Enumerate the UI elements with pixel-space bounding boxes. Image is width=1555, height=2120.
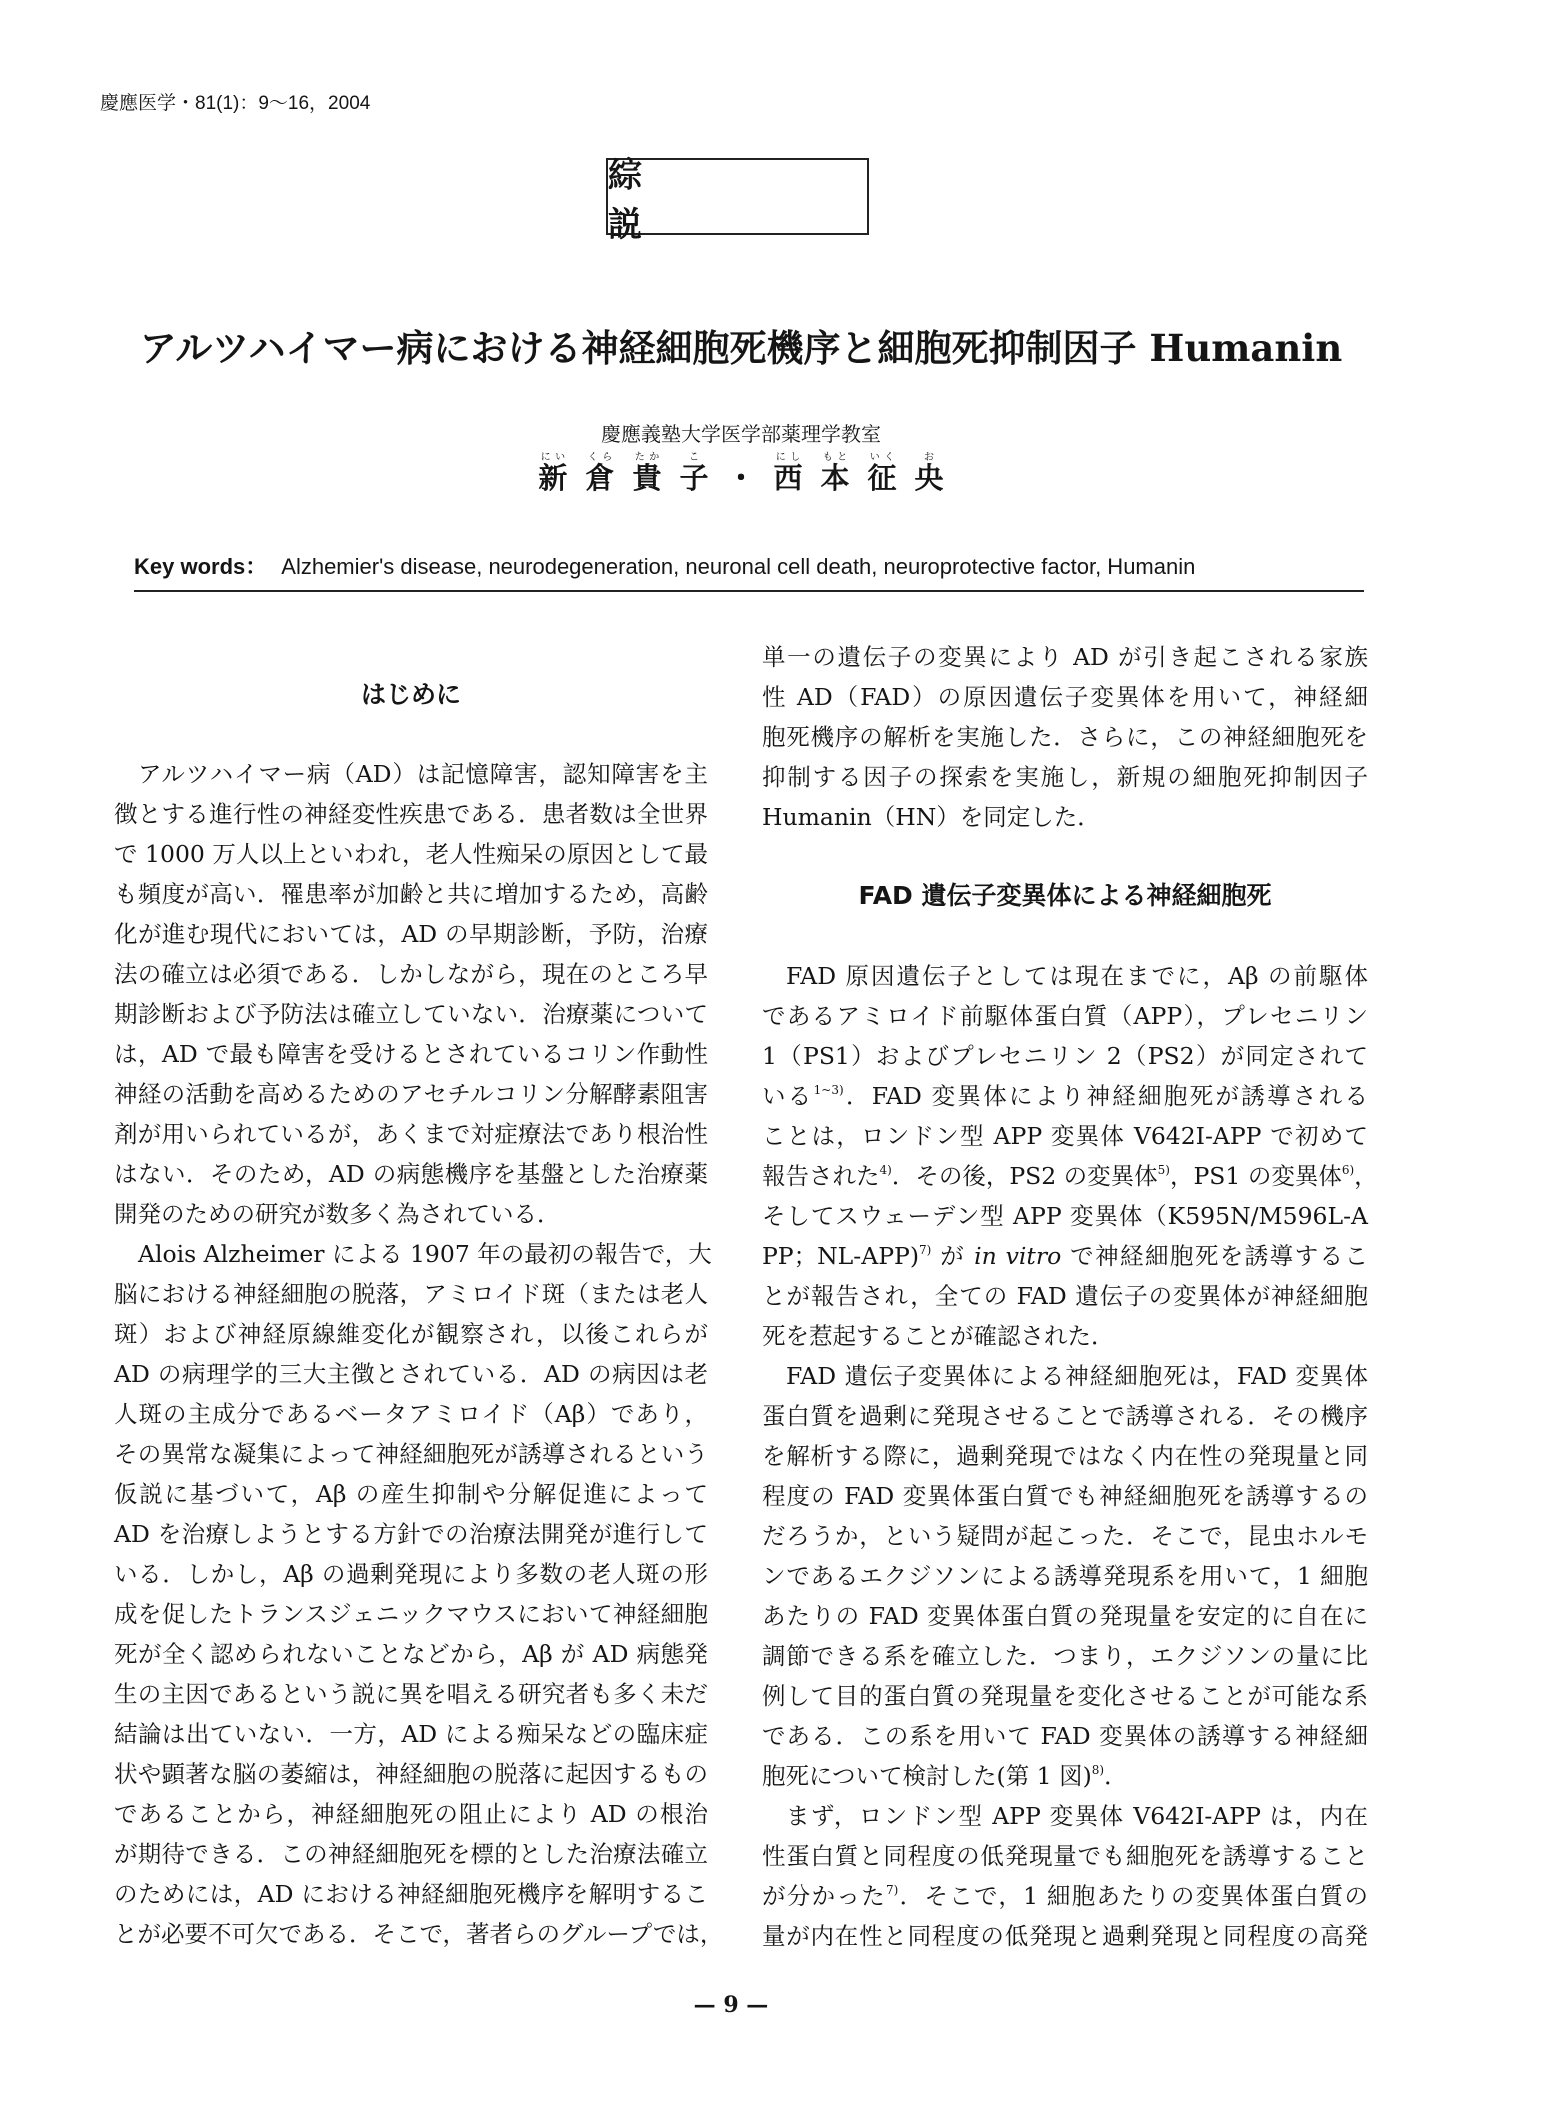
section-heading: はじめに [360, 680, 461, 709]
text-line: のためには，AD における神経細胞死機序を解明するこ [114, 1880, 708, 1908]
text-line: はない．そのため，AD の病態機序を基盤とした治療薬 [114, 1160, 708, 1188]
author-furigana: いく [867, 452, 897, 463]
text-line: ことは，ロンドン型 APP 変異体 V642I-APP で初めて [762, 1122, 1368, 1150]
text-line: まず，ロンドン型 APP 変異体 V642I-APP は，内在 [786, 1802, 1368, 1830]
text-line: であることから，神経細胞死の阻止により AD の根治 [114, 1800, 708, 1828]
text-line: 神経の活動を高めるためのアセチルコリン分解酵素阻害 [114, 1080, 708, 1108]
text-line: AD を治療しようとする方針での治療法開発が進行して [114, 1520, 708, 1548]
text-segment: ．そこで，1 細胞あたりの変異体蛋白質の [898, 1882, 1369, 1910]
text-line: 化が進む現代においては，AD の早期診断，予防，治療 [114, 920, 708, 948]
author-char [679, 452, 709, 495]
text-line: だろうか，という疑問が起こった．そこで，昆虫ホルモ [762, 1522, 1368, 1550]
text-line: であるアミロイド前駆体蛋白質（APP），プレセニリン [762, 1002, 1368, 1030]
text-line: 性 AD（FAD）の原因遺伝子変異体を用いて，神経細 [762, 683, 1368, 711]
spacer [762, 837, 1368, 876]
authors [0, 452, 1482, 497]
text-line: アルツハイマー病（AD）は記憶障害，認知障害を主 [138, 760, 708, 788]
author-kanji: 新 [538, 461, 568, 495]
citation-superscript: 1~3) [813, 1083, 844, 1097]
text-segment: PP；NL-APP) [762, 1242, 919, 1270]
text-line: 調節できる系を確立した．つまり，エクジソンの量に比 [762, 1642, 1368, 1670]
text-line: その異常な凝集によって神経細胞死が誘導されるという [114, 1440, 708, 1468]
citation-superscript: 5) [1157, 1163, 1170, 1177]
author-char [820, 452, 850, 495]
text-line: いる．しかし，Aβ の過剰発現により多数の老人斑の形 [114, 1560, 708, 1588]
text-segment: が [931, 1242, 975, 1270]
text-line: とが報告され，全ての FAD 遺伝子の変異体が神経細胞 [762, 1282, 1368, 1310]
text-segment: が分かった [762, 1882, 887, 1910]
header-rule [134, 590, 1364, 592]
author-kanji: 征 [867, 461, 897, 495]
text-line: 徴とする進行性の神経変性疾患である．患者数は全世界 [114, 800, 708, 828]
text-segment: で神経細胞死を誘導するこ [1061, 1242, 1368, 1270]
paragraph [762, 956, 1378, 1356]
spacer [762, 916, 1368, 956]
title-ja: アルツハイマー病における神経細胞死機序と細胞死抑制因子 [139, 327, 1137, 370]
text-line: である．この系を用いて FAD 変異体の誘導する神経細 [762, 1722, 1368, 1750]
text-line: 例して目的蛋白質の発現量を変化させることが可能な系 [762, 1682, 1368, 1710]
text-line: 1（PS1）およびプレセニリン 2（PS2）が同定されて [762, 1042, 1368, 1070]
text-segment: ， [1354, 1162, 1378, 1190]
spacer [114, 715, 708, 754]
text-segment: ，PS1 の変異体 [1170, 1162, 1342, 1190]
text-line: Alois Alzheimer による 1907 年の最初の報告で，大 [138, 1240, 712, 1268]
citation-superscript: 7) [886, 1883, 899, 1897]
text-line: 成を促したトランスジェニックマウスにおいて神経細胞 [114, 1600, 708, 1628]
author-kanji: 倉 [585, 461, 615, 495]
author-char [867, 452, 897, 495]
affiliation: 慶應義塾大学医学部薬理学教室 [601, 422, 881, 446]
section-heading: FAD 遺伝子変異体による神経細胞死 [858, 881, 1272, 910]
author-char [585, 452, 615, 495]
citation-superscript: 8) [1091, 1763, 1105, 1777]
author-furigana: くら [585, 452, 615, 463]
text-line: を解析する際に，過剰発現ではなく内在性の発現量と同 [762, 1442, 1368, 1470]
journal-citation: 慶應医学・81(1)：9〜16，2004 [100, 93, 371, 114]
author-kanji: 西 [773, 461, 803, 495]
text-line: 状や顕著な脳の萎縮は，神経細胞の脱落に起因するもの [114, 1760, 708, 1788]
text-line: で 1000 万人以上といわれ，老人性痴呆の原因として最 [114, 840, 708, 868]
author-char [773, 452, 803, 495]
text-line: Humanin（HN）を同定した． [762, 803, 1101, 831]
text-line: 死が全く認められないことなどから，Aβ が AD 病態発 [114, 1640, 708, 1668]
text-line: あたりの FAD 変異体蛋白質の発現量を安定的に自在に [762, 1602, 1368, 1630]
text-segment: 報告された [762, 1162, 880, 1190]
text-segment: ．その後，PS2 の変異体 [891, 1162, 1158, 1190]
text-line: 仮説に基づいて，Aβ の産生抑制や分解促進によって [114, 1480, 708, 1508]
author-furigana: にし [773, 452, 803, 463]
text-line [762, 1876, 1368, 1916]
text-segment: いる [762, 1082, 814, 1110]
paragraph [114, 754, 708, 1234]
text-segment: ． [1104, 1762, 1128, 1790]
author-char [538, 452, 568, 495]
text-line: 結論は出ていない．一方，AD による痴呆などの臨床症 [114, 1720, 708, 1748]
text-line: 脳における神経細胞の脱落，アミロイド斑（または老人 [114, 1280, 708, 1308]
text-segment: 胞死について検討した(第 1 図) [762, 1762, 1092, 1790]
text-line: AD の病理学的三大主徴とされている．AD の病因は老 [114, 1360, 708, 1388]
text-line: 胞死機序の解析を実施した．さらに，この神経細胞死を [762, 723, 1368, 751]
author-furigana: たか [632, 452, 662, 463]
text-line [762, 1756, 1368, 1796]
text-line: 開発のための研究が数多く為されている． [114, 1200, 561, 1228]
keywords-label: Key words： [134, 554, 268, 579]
text-line: が期待できる．この神経細胞死を標的とした治療法確立 [114, 1840, 708, 1868]
paragraph [114, 1234, 724, 1954]
text-line: 期診断および予防法は確立していない．治療薬について [114, 1000, 708, 1028]
text-line: 程度の FAD 変異体蛋白質でも神経細胞死を誘導するの [762, 1482, 1368, 1510]
text-line [762, 1076, 1368, 1116]
author-furigana: お [914, 452, 944, 463]
text-line: 抑制する因子の探索を実施し，新規の細胞死抑制因子 [762, 763, 1368, 791]
article-category-box [606, 155, 869, 245]
author-char [914, 452, 944, 495]
text-line: とが必要不可欠である．そこで，著者らのグループでは， [114, 1920, 724, 1948]
article-title [120, 318, 1362, 372]
text-line: 人斑の主成分であるベータアミロイド（Aβ）であり， [114, 1400, 708, 1428]
text-line: ンであるエクジソンによる誘導発現系を用いて，1 細胞 [762, 1562, 1368, 1590]
paragraph [762, 1356, 1368, 1796]
text-segment: ．FAD 変異体により神経細胞死が誘導される [843, 1082, 1369, 1110]
author-kanji: 子 [679, 461, 709, 495]
article-category: 綜 説 [608, 155, 836, 245]
left-column [114, 675, 724, 1954]
author-kanji: ・ [726, 461, 756, 495]
author-furigana: もと [820, 452, 850, 463]
text-segment: in vitro [974, 1242, 1062, 1270]
text-line: 単一の遺伝子の変異により AD が引き起こされる家族 [762, 643, 1368, 671]
text-line: 斑）および神経原線維変化が観察され，以後これらが [114, 1320, 708, 1348]
text-line: 剤が用いられているが，あくまで対症療法であり根治性 [114, 1120, 708, 1148]
text-line: そしてスウェーデン型 APP 変異体（K595N/M596L-A [762, 1202, 1368, 1230]
paragraph [762, 637, 1368, 837]
text-line [762, 1236, 1368, 1276]
text-line: 生の主因であるという説に異を唱える研究者も多く未だ [114, 1680, 708, 1708]
right-column [762, 637, 1378, 1956]
keywords-text: Alzhemier's disease, neurodegeneration, neuronal cell death, neuroprotective factor, Humanin [281, 554, 1196, 579]
text-line: 蛋白質を過剰に発現させることで誘導される．その機序 [762, 1402, 1368, 1430]
citation-superscript: 6) [1341, 1163, 1355, 1177]
keywords [134, 550, 1362, 581]
text-line [762, 1156, 1378, 1196]
text-line: は，AD で最も障害を受けるとされているコリン作動性 [114, 1040, 708, 1068]
text-line: 量が内在性と同程度の低発現と過剰発現と同程度の高発 [762, 1922, 1368, 1950]
text-line: FAD 遺伝子変異体による神経細胞死は，FAD 変異体 [786, 1362, 1368, 1390]
page-number: — 9 — [693, 1992, 769, 2018]
author-furigana: こ [679, 452, 709, 463]
author-kanji: 本 [820, 461, 850, 495]
author-kanji: 貴 [632, 461, 662, 495]
author-kanji: 央 [914, 461, 944, 495]
author-char [632, 452, 662, 495]
text-line: 死を惹起することが確認された． [762, 1322, 1115, 1350]
citation-superscript: 7) [919, 1243, 932, 1257]
text-line: 法の確立は必須である．しかしながら，現在のところ早 [114, 960, 708, 988]
author-furigana: にい [538, 452, 568, 463]
citation-superscript: 4) [879, 1163, 892, 1177]
text-line: 性蛋白質と同程度の低発現量でも細胞死を誘導すること [762, 1842, 1368, 1870]
author-char [726, 461, 755, 495]
text-line: も頻度が高い．罹患率が加齢と共に増加するため，高齢 [114, 880, 708, 908]
paragraph [762, 1796, 1368, 1956]
text-line: FAD 原因遺伝子としては現在までに，Aβ の前駆体 [786, 962, 1368, 990]
title-en: Humanin [1149, 326, 1343, 370]
